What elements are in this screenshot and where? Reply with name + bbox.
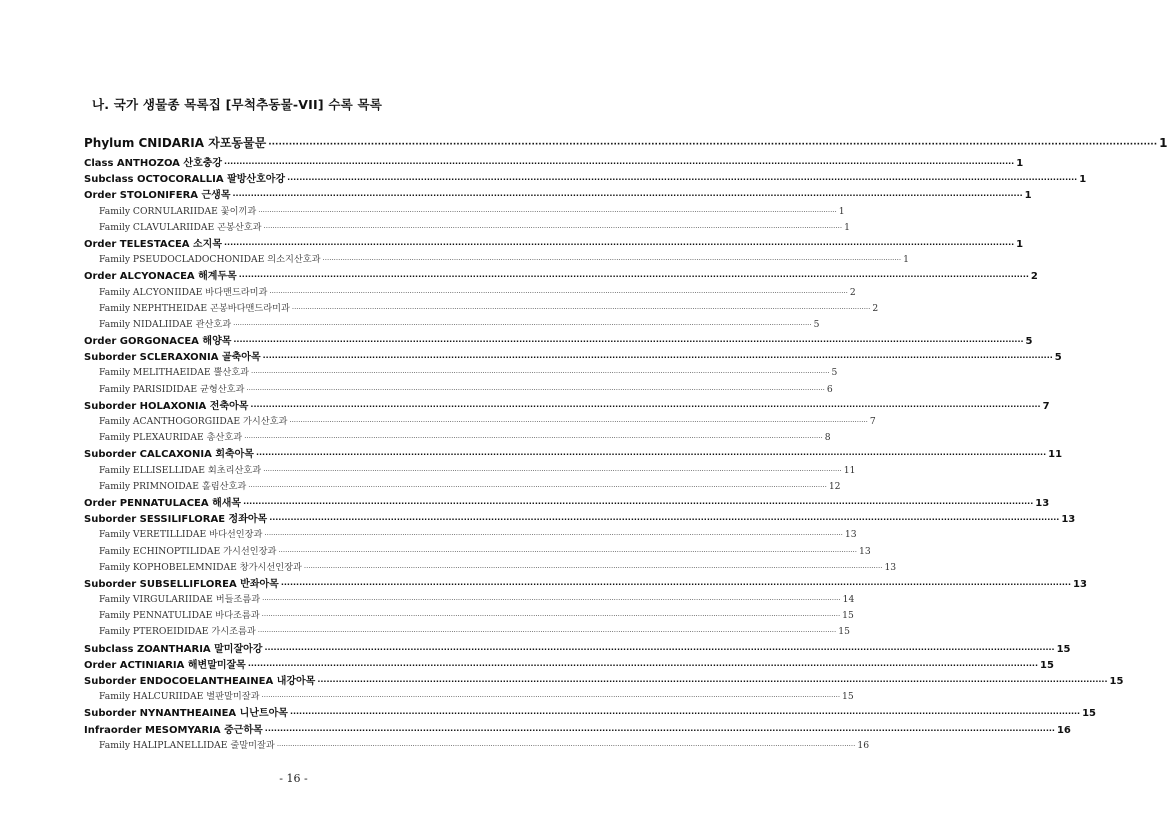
toc-entry-page: 8 [824,432,831,444]
toc-entry-label: Family ECHINOPTILIDAE 가시선인장과 [99,545,277,557]
section-heading: 나. 국가 생물종 목록집 [무척추동물-VII] 수록 목록 [92,97,382,112]
toc-entry-label: Family PARISIDIDAE 균형산호과 [99,383,245,395]
toc-entry-label: Family CORNULARIIDAE 꽃이끼과 [99,205,257,217]
toc-entry [84,364,838,380]
toc-entry-label: Family PLEXAURIDAE 총산호과 [99,432,243,444]
toc-entry [84,332,1033,348]
toc-entry-label: Phylum CNIDARIA 자포동물문 [84,136,267,150]
toc-entry [84,413,876,429]
toc-entry-label: Family KOPHOBELEMNIDAE 창가시선인장과 [99,561,302,573]
toc-entry-page: 15 [842,610,854,622]
dot-leader: ···································································································································································································································································· [303,563,883,572]
toc-entry [84,737,870,753]
toc-entry-label: Family NEPHTHEIDAE 곤봉바다맨드라미과 [99,302,290,314]
toc-entry [84,154,1024,170]
toc-entry-page: 13 [858,545,871,557]
toc-entry-page: 16 [1056,724,1071,736]
toc-entry [84,640,1071,656]
toc-entry-page: 7 [1042,400,1050,412]
dot-leader: ···································································································································································································································································· [257,628,837,637]
dot-leader: ···································································································································································································································································· [289,709,1081,719]
toc-entry [84,494,1050,510]
dot-leader: ···································································································································································································································································· [232,191,1023,201]
toc-entry-label: Family VIRGULARIIDAE 버들조름과 [99,594,261,606]
toc-entry-label: Order STOLONIFERA 근생목 [84,190,231,202]
toc-entry [84,300,879,316]
toc-entry-label: Suborder HOLAXONIA 전축아목 [84,400,249,412]
toc-entry-page: 13 [1072,578,1087,590]
toc-entry [84,235,1024,251]
toc-entry-label: Subclass ZOANTHARIA 말미잘아강 [84,643,263,655]
toc-entry-page: 15 [838,626,850,638]
toc-entry [84,591,855,607]
toc-entry-label: Family PRIMNOIDAE 홀림산호과 [99,480,247,492]
toc-entry-label: Order PENNATULACEA 해새목 [84,497,242,509]
dot-leader: ···································································································································································································································································· [268,140,1158,150]
toc-entry-page: 15 [1109,676,1124,687]
dot-leader: ···································································································································································································································································· [258,207,837,216]
toc-entry [84,219,850,235]
toc-entry [84,348,1062,364]
toc-entry-page: 11 [1048,449,1063,461]
toc-entry-page: 1 [1079,174,1087,186]
toc-entry-page: 7 [869,416,876,427]
toc-entry [84,607,854,623]
toc-entry [84,284,856,300]
toc-entry-label: Suborder CALCAXONIA 회축아목 [84,449,254,461]
toc-entry-page: 16 [857,739,870,751]
toc-entry-page: 11 [843,464,856,476]
toc-entry [84,672,1124,688]
dot-leader: ···································································································································································································································································· [264,644,1055,654]
toc-entry-page: 12 [828,480,841,492]
toc-entry [84,381,833,397]
toc-entry-page: 15 [1082,708,1097,720]
toc-entry-label: Family HALIPLANELLIDAE 줄말미잘과 [99,739,275,751]
toc-entry [84,429,831,445]
toc-entry-label: Infraorder MESOMYARIA 중근하목 [84,724,263,736]
dot-leader: ···································································································································································································································································· [278,547,857,556]
toc-entry-page: 1 [1159,136,1168,150]
toc-entry-page: 6 [826,383,833,395]
dot-leader: ···································································································································································································································································· [269,288,848,297]
toc-entry-page: 1 [1016,158,1024,169]
toc-entry [84,623,850,639]
toc-entry-page: 13 [844,529,857,541]
dot-leader: ···································································································································································································································································· [251,369,830,378]
toc-entry [84,267,1038,283]
toc-entry [84,721,1071,737]
toc-entry [84,462,856,478]
toc-entry-page: 5 [1054,352,1062,364]
toc-entry [84,186,1032,202]
toc-entry [84,397,1050,413]
toc-entry-label: Order ALCYONACEA 해계두목 [84,271,237,283]
toc-entry [84,688,854,704]
toc-entry [84,134,1168,154]
toc-entry [84,478,841,494]
dot-leader: ···································································································································································································································································· [248,482,827,491]
dot-leader: ···································································································································································································································································· [243,498,1034,508]
dot-leader: ···································································································································································································································································· [233,320,812,329]
toc-entry [84,445,1063,461]
toc-entry-label: Family PSEUDOCLADOCHONIDAE 의소지산호과 [99,254,321,266]
dot-leader: ···································································································································································································································································· [261,612,841,621]
toc-entry-page: 5 [813,318,820,330]
toc-entry-label: Family ALCYONIIDAE 바다맨드라미과 [99,286,268,298]
page-number-footer: - 16 - [279,772,308,785]
toc-entry [84,656,1054,672]
dot-leader: ···································································································································································································································································· [322,256,902,265]
dot-leader: ···································································································································································································································································· [264,725,1055,735]
toc-entry-label: Class ANTHOZOA 산호충강 [84,158,223,169]
toc-entry-page: 2 [849,286,856,298]
dot-leader: ···································································································································································································································································· [250,401,1041,411]
dot-leader: ···································································································································································································································································· [280,579,1071,589]
toc-entry-page: 13 [884,561,897,573]
dot-leader: ···································································································································································································································································· [276,741,856,750]
toc-entry [84,170,1087,186]
toc-entry-label: Family NIDALIIDAE 관산호과 [99,318,232,330]
toc-entry-label: Family ACANTHOGORGIIDAE 가시산호과 [99,416,288,427]
toc-entry [84,203,845,219]
dot-leader: ···································································································································································································································································· [262,596,841,605]
toc-entry-page: 13 [1061,514,1076,526]
dot-leader: ···································································································································································································································································· [233,337,1024,347]
toc-entry-label: Suborder SESSILIFLORAE 정좌아목 [84,514,268,526]
dot-leader: ···································································································································································································································································· [224,239,1015,249]
toc-entry [84,316,820,332]
toc-entry-label: Family VERETILLIDAE 바다선인장과 [99,529,263,541]
dot-leader: ···································································································································································································································································· [247,660,1038,670]
table-of-contents [84,134,1168,753]
dot-leader: ···································································································································································································································································· [289,418,868,426]
toc-entry-label: Suborder NYNANTHEAINEA 니난트아목 [84,708,288,720]
dot-leader: ···································································································································································································································································· [261,693,841,702]
toc-entry-page: 5 [831,367,838,379]
toc-entry-page: 14 [842,594,855,606]
toc-entry-label: Family MELITHAEIDAE 뿔산호과 [99,367,250,379]
toc-entry-page: 1 [838,205,845,217]
toc-entry [84,510,1076,526]
toc-entry-label: Family ELLISELLIDAE 회초리산호과 [99,464,262,476]
toc-entry-label: Family PENNATULIDAE 바다조름과 [99,610,260,622]
toc-entry-label: Family CLAVULARIIDAE 곤봉산호과 [99,221,262,233]
toc-entry [84,526,857,542]
dot-leader: ···································································································································································································································································· [224,159,1015,168]
toc-entry-label: Suborder ENDOCOELANTHEAINEA 내강아목 [84,676,316,687]
dot-leader: ···································································································································································································································································· [287,175,1078,185]
dot-leader: ···································································································································································································································································· [246,385,825,394]
toc-entry-page: 1 [1016,238,1024,250]
toc-entry-label: Family PTEROEIDIDAE 가시조름과 [99,626,256,638]
toc-entry-page: 2 [872,302,879,314]
toc-entry-page: 5 [1025,336,1033,348]
dot-leader: ···································································································································································································································································· [291,304,871,313]
toc-entry-label: Family HALCURIIDAE 별판말미잘과 [99,691,260,703]
toc-entry-page: 13 [1035,497,1050,509]
dot-leader: ···································································································································································································································································· [269,515,1060,525]
dot-leader: ···································································································································································································································································· [263,466,842,475]
toc-entry-label: Subclass OCTOCORALLIA 팔방산호아강 [84,174,286,186]
dot-leader: ···································································································································································································································································· [255,450,1047,460]
dot-leader: ···································································································································································································································································· [317,677,1108,686]
toc-entry [84,543,871,559]
toc-entry-label: Suborder SUBSELLIFLOREA 반좌아목 [84,578,279,590]
toc-entry [84,704,1097,720]
toc-entry-label: Order TELESTACEA 소지목 [84,238,222,250]
dot-leader: ···································································································································································································································································· [244,434,823,443]
toc-entry-page: 2 [1030,271,1038,283]
dot-leader: ···································································································································································································································································· [264,531,843,540]
toc-entry [84,559,897,575]
toc-entry-page: 15 [1056,643,1071,655]
dot-leader: ···································································································································································································································································· [263,223,843,232]
toc-entry-page: 15 [1040,659,1054,671]
dot-leader: ···································································································································································································································································· [262,353,1053,363]
toc-entry [84,251,909,267]
toc-entry-page: 15 [842,691,854,703]
toc-entry-label: Suborder SCLERAXONIA 골축아목 [84,352,261,364]
toc-entry-page: 1 [903,254,909,266]
dot-leader: ···································································································································································································································································· [238,272,1029,282]
toc-entry-page: 1 [1024,190,1032,202]
toc-entry-label: Order GORGONACEA 해양목 [84,336,232,348]
toc-entry-page: 1 [844,221,850,233]
toc-entry-label: Order ACTINIARIA 해변말미잘목 [84,659,246,671]
toc-entry [84,575,1087,591]
